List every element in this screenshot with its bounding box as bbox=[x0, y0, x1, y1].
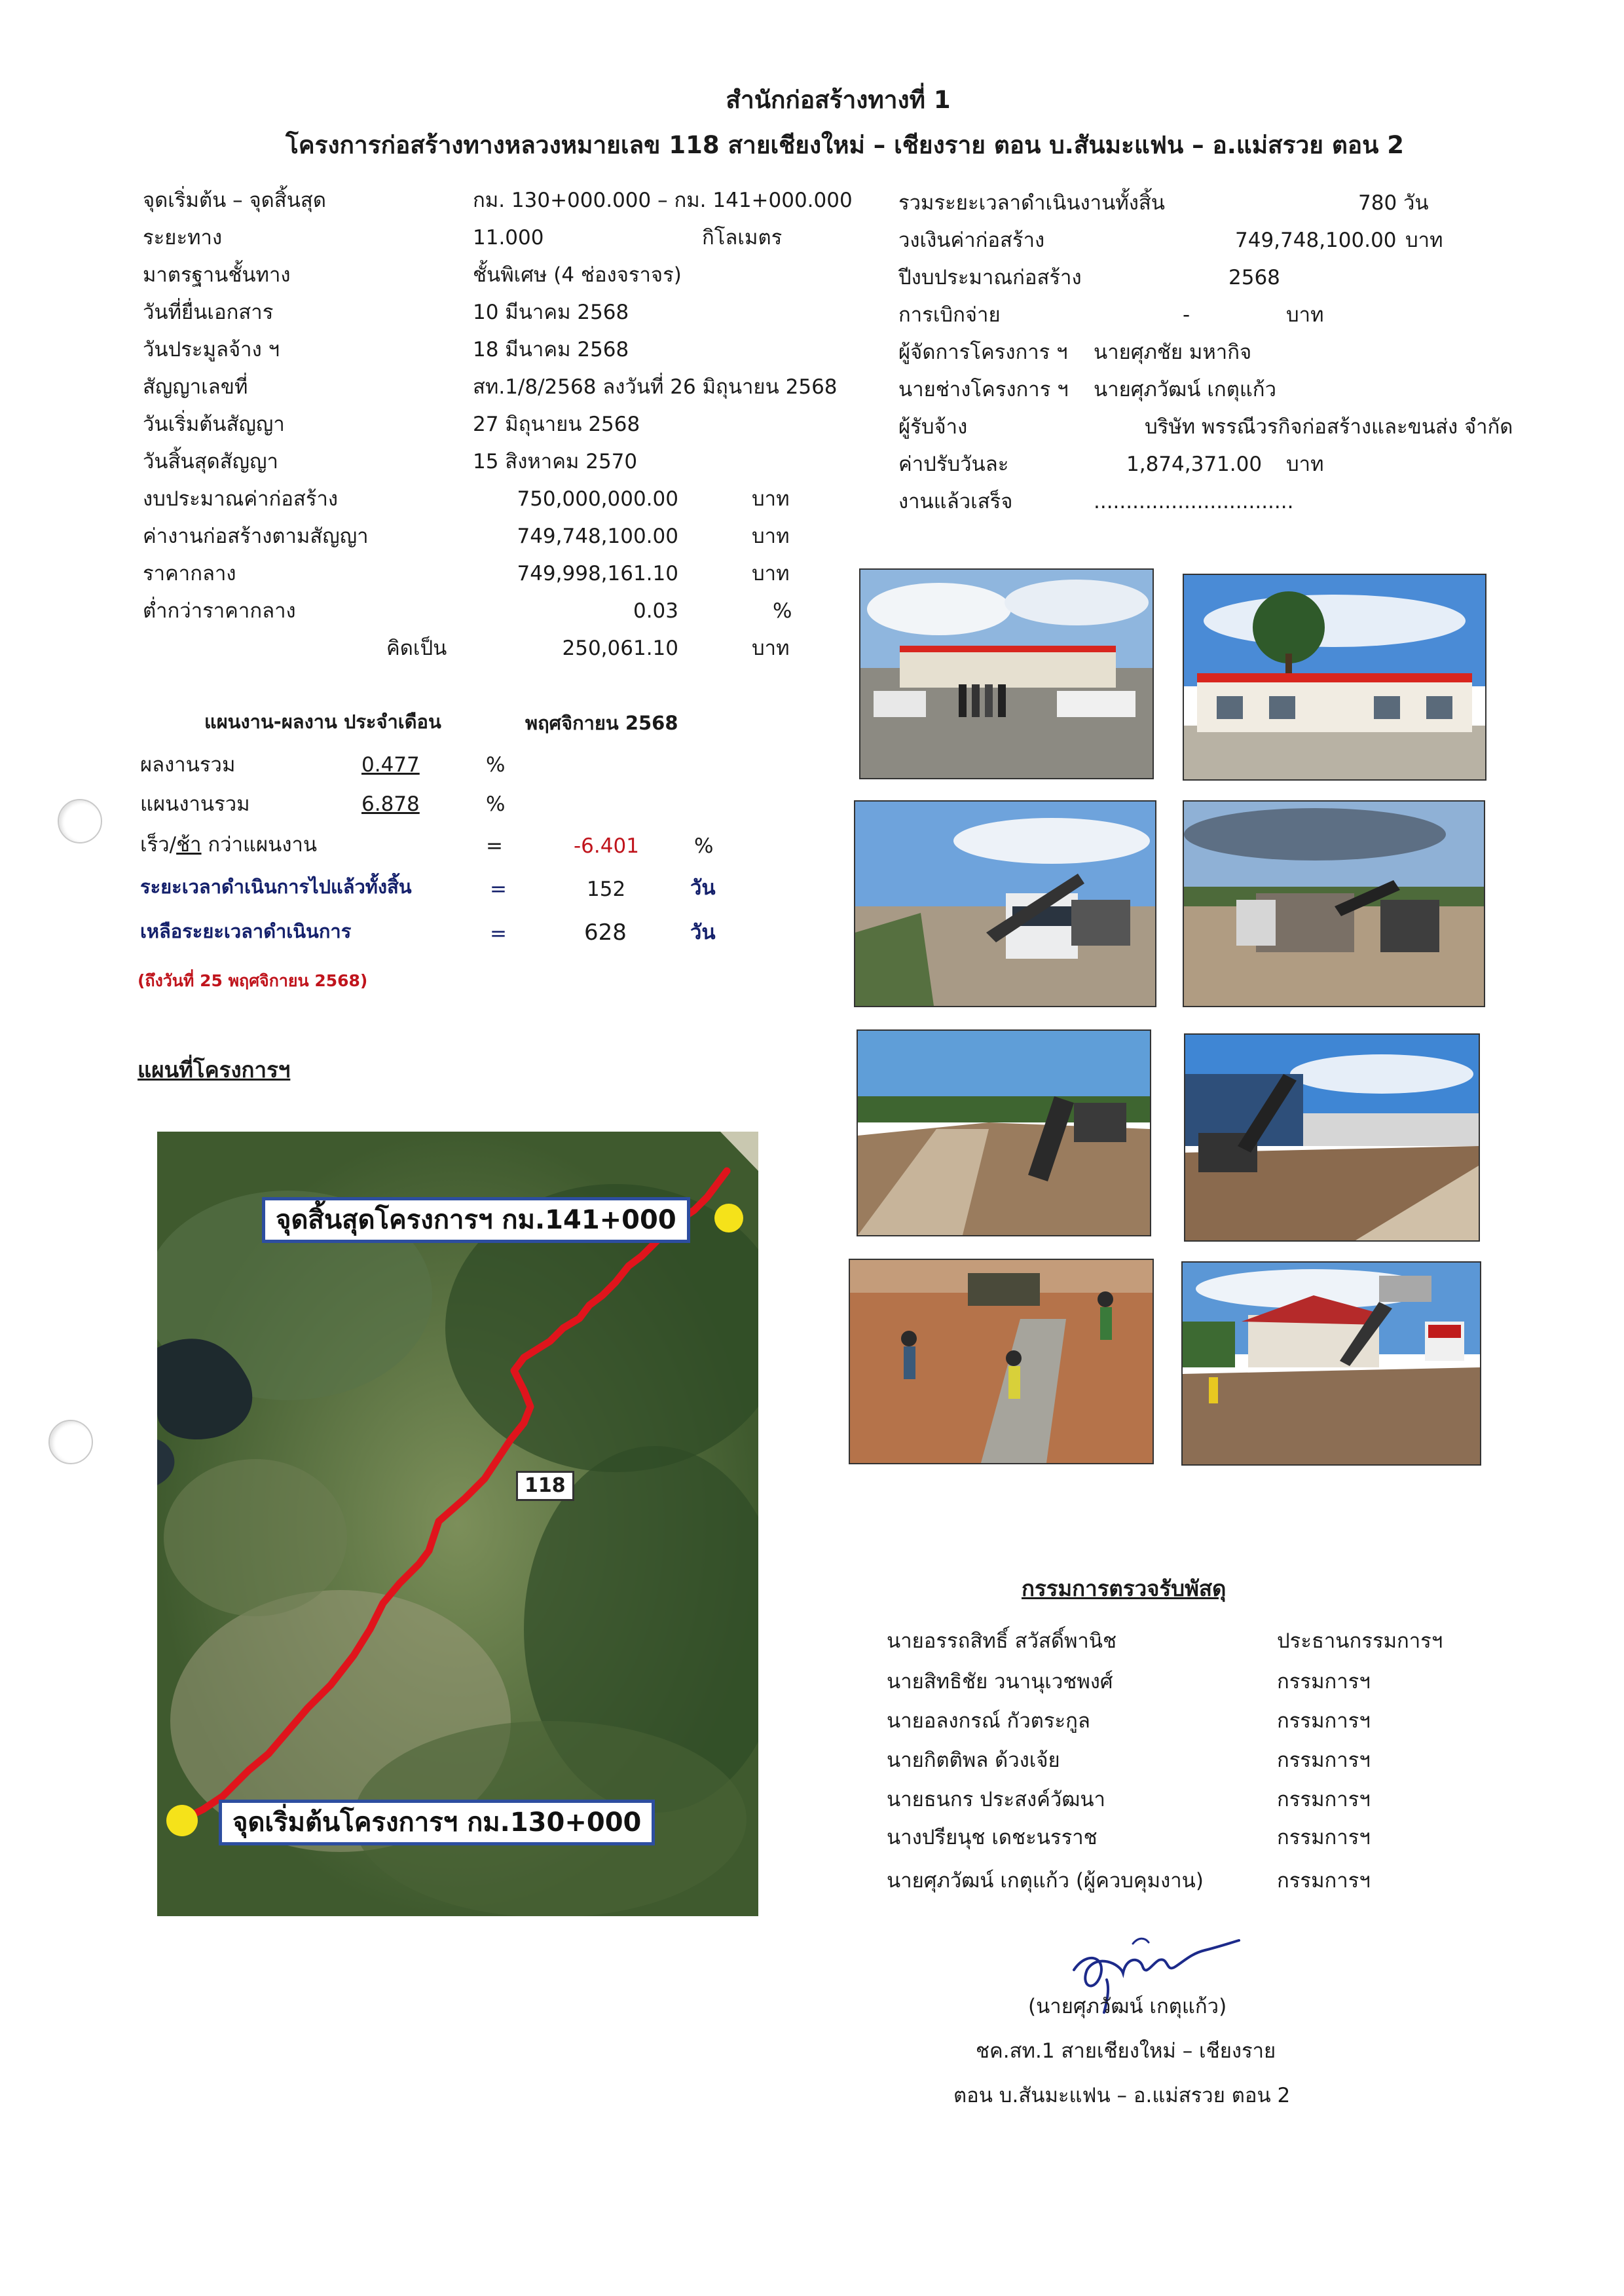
map-title: แผนที่โครงการฯ bbox=[138, 1057, 291, 1083]
as-of-date: (ถึงวันที่ 25 พฤศจิกายน 2568) bbox=[138, 971, 368, 990]
project-title: โครงการก่อสร้างทางหลวงหมายเลข 118 สายเชียงใหม่ – เชียงราย ตอน บ.สันมะแฟน – อ.แม่สรวย ตอน 2 bbox=[285, 131, 1405, 159]
detail-value: 2568 bbox=[1228, 266, 1280, 289]
financial-unit: % bbox=[773, 599, 792, 623]
financial-unit: บาท bbox=[752, 487, 790, 511]
committee-member-name: นายศุภวัฒน์ เกตุแก้ว (ผู้ควบคุมงาน) bbox=[887, 1869, 1204, 1893]
progress-title: แผนงาน-ผลงาน ประจำเดือน bbox=[204, 711, 441, 733]
detail-value: 11.000 bbox=[473, 226, 544, 250]
milling-machine-truck-photo-icon bbox=[855, 802, 1155, 1006]
committee-member-name: นายธนกร ประสงค์วัฒนา bbox=[887, 1788, 1105, 1811]
satellite-map-image bbox=[157, 1132, 758, 1916]
signature-position-line2: ตอน บ.สันมะแฟน – อ.แม่สรวย ตอน 2 bbox=[953, 2084, 1291, 2107]
committee-title: กรรมการตรวจรับพัสดุ bbox=[1022, 1576, 1227, 1601]
financial-label: งบประมาณค่าก่อสร้าง bbox=[143, 487, 339, 511]
diff-label-fast: เร็ว/ bbox=[140, 833, 177, 857]
remaining-eq: = bbox=[490, 922, 507, 946]
photo-milling-truck-2 bbox=[1183, 800, 1485, 1007]
diff-label bbox=[140, 832, 317, 858]
detail-value: กม. 130+000.000 – กม. 141+000.000 bbox=[473, 189, 853, 212]
detail-label: วันสิ้นสุดสัญญา bbox=[143, 450, 278, 473]
committee-member-role: กรรมการฯ bbox=[1277, 1788, 1371, 1811]
elapsed-label: ระยะเวลาดำเนินการไปแล้วทั้งสิ้น bbox=[140, 876, 412, 898]
committee-member-role: กรรมการฯ bbox=[1277, 1709, 1371, 1733]
detail-unit: บาท bbox=[1286, 453, 1324, 476]
actual-value: 0.477 bbox=[361, 753, 420, 777]
map-start-label: จุดเริ่มต้นโครงการฯ กม.130+000 bbox=[219, 1800, 655, 1845]
financial-unit: บาท bbox=[752, 562, 790, 585]
end-marker-icon bbox=[714, 1204, 743, 1232]
detail-label: สัญญาเลขที่ bbox=[143, 375, 248, 399]
committee-member-role: กรรมการฯ bbox=[1277, 1749, 1371, 1772]
committee-member-role: ประธานกรรมการฯ bbox=[1277, 1629, 1443, 1653]
punch-hole-icon bbox=[58, 799, 102, 843]
remaining-unit: วัน bbox=[690, 921, 716, 944]
detail-label: วันที่ยื่นเอกสาร bbox=[143, 301, 274, 324]
signature-position-line1: ชค.สท.1 สายเชียงใหม่ – เชียงราย bbox=[976, 2039, 1276, 2063]
detail-value: นายศุภชัย มหากิจ bbox=[1094, 341, 1252, 364]
photo-site-office-building bbox=[1183, 574, 1486, 781]
committee-member-name: นายอลงกรณ์ กัวตระกูล bbox=[887, 1709, 1090, 1733]
detail-label: จุดเริ่มต้น – จุดสิ้นสุด bbox=[143, 189, 326, 212]
detail-label: ระยะทาง bbox=[143, 226, 223, 250]
route-shield bbox=[516, 1471, 574, 1501]
committee-member-role: กรรมการฯ bbox=[1277, 1670, 1371, 1694]
project-map bbox=[157, 1132, 758, 1916]
committee-member-name: นายสิทธิชัย วนานุเวชพงศ์ bbox=[887, 1670, 1113, 1694]
diff-label-slow: ช้า bbox=[176, 833, 202, 857]
diff-unit: % bbox=[694, 834, 714, 858]
site-office-building-photo-icon bbox=[1184, 575, 1485, 779]
committee-member-name: นายกิตติพล ด้วงเจ้ย bbox=[887, 1749, 1060, 1772]
milling-machine-truck-photo-icon bbox=[1184, 802, 1484, 1006]
detail-value: ............................... bbox=[1094, 490, 1294, 513]
financial-label: คิดเป็น bbox=[386, 637, 447, 660]
plan-value: 6.878 bbox=[361, 792, 420, 816]
detail-value: 18 มีนาคม 2568 bbox=[473, 338, 629, 361]
detail-value: ชั้นพิเศษ (4 ช่องจราจร) bbox=[473, 263, 682, 287]
photo-excavator-building bbox=[1184, 1033, 1480, 1242]
financial-value: 250,061.10 bbox=[562, 637, 678, 660]
detail-label: งานแล้วเสร็จ bbox=[898, 490, 1013, 513]
signature-name: (นายศุภวัฒน์ เกตุแก้ว) bbox=[1028, 1995, 1227, 2018]
office-title: สำนักก่อสร้างทางที่ 1 bbox=[726, 86, 951, 114]
remaining-label: เหลือระยะเวลาดำเนินการ bbox=[140, 920, 352, 942]
detail-value: 27 มิถุนายน 2568 bbox=[473, 413, 640, 436]
detail-label: ผู้รับจ้าง bbox=[898, 415, 968, 439]
excavator-building-photo-icon bbox=[1183, 1263, 1480, 1464]
detail-label: วันประมูลจ้าง ฯ bbox=[143, 338, 280, 361]
detail-value: 10 มีนาคม 2568 bbox=[473, 301, 629, 324]
detail-unit: บาท bbox=[1286, 303, 1324, 327]
map-end-label: จุดสิ้นสุดโครงการฯ กม.141+000 bbox=[262, 1197, 690, 1243]
elapsed-value: 152 bbox=[587, 878, 626, 901]
detail-unit: บาท bbox=[1405, 229, 1443, 252]
plan-unit: % bbox=[486, 792, 506, 816]
actual-unit: % bbox=[486, 753, 506, 777]
photo-site-office-group bbox=[859, 568, 1154, 779]
financial-unit: บาท bbox=[752, 637, 790, 660]
photo-excavator-roadside bbox=[857, 1029, 1151, 1236]
financial-value: 749,998,161.10 bbox=[517, 562, 678, 585]
detail-label: วงเงินค่าก่อสร้าง bbox=[898, 229, 1045, 252]
detail-label: ปีงบประมาณก่อสร้าง bbox=[898, 266, 1082, 289]
committee-member-role: กรรมการฯ bbox=[1277, 1826, 1371, 1849]
site-office-group-photo-icon bbox=[860, 570, 1153, 778]
detail-value: 749,748,100.00 bbox=[1235, 229, 1397, 252]
financial-value: 750,000,000.00 bbox=[517, 487, 678, 511]
diff-label-rest: กว่าแผนงาน bbox=[201, 833, 318, 857]
detail-value: 15 สิงหาคม 2570 bbox=[473, 450, 638, 473]
plan-label: แผนงานรวม bbox=[140, 792, 250, 816]
detail-label: การเบิกจ่าย bbox=[898, 303, 1001, 327]
committee-member-role: กรรมการฯ bbox=[1277, 1869, 1371, 1893]
detail-value: 780 วัน bbox=[1358, 191, 1429, 215]
excavator-roadside-photo-icon bbox=[858, 1031, 1150, 1235]
excavator-roadside-photo-icon bbox=[1185, 1035, 1479, 1240]
detail-label: ผู้จัดการโครงการ ฯ bbox=[898, 341, 1068, 364]
remaining-value: 628 bbox=[584, 919, 627, 946]
financial-unit: บาท bbox=[752, 525, 790, 548]
detail-unit: กิโลเมตร bbox=[702, 226, 783, 250]
detail-value: นายศุภวัฒน์ เกตุแก้ว bbox=[1094, 378, 1276, 401]
detail-value: - bbox=[1183, 303, 1190, 327]
elapsed-eq: = bbox=[490, 878, 507, 901]
detail-value: สท.1/8/2568 ลงวันที่ 26 มิถุนายน 2568 bbox=[473, 375, 838, 399]
detail-label: วันเริ่มต้นสัญญา bbox=[143, 413, 285, 436]
photo-drainage-trench bbox=[849, 1259, 1154, 1464]
financial-label: ต่ำกว่าราคากลาง bbox=[143, 599, 296, 623]
photo-milling-truck-1 bbox=[854, 800, 1156, 1007]
committee-member-name: นายอรรถสิทธิ์ สวัสดิ์พานิช bbox=[887, 1629, 1117, 1653]
start-marker-icon bbox=[166, 1805, 198, 1836]
detail-label: มาตรฐานชั้นทาง bbox=[143, 263, 291, 287]
detail-value: บริษัท พรรณีวรกิจก่อสร้างและขนส่ง จำกัด bbox=[1145, 415, 1513, 439]
financial-label: ราคากลาง bbox=[143, 562, 236, 585]
financial-value: 749,748,100.00 bbox=[517, 525, 678, 548]
progress-month: พฤศจิกายน 2568 bbox=[525, 712, 678, 734]
detail-value: 1,874,371.00 bbox=[1126, 453, 1263, 476]
drainage-trench-workers-photo-icon bbox=[850, 1260, 1153, 1463]
photo-excavator-shophouse bbox=[1181, 1261, 1481, 1466]
punch-hole-icon bbox=[48, 1420, 93, 1464]
diff-eq: = bbox=[486, 834, 503, 858]
committee-member-name: นางปรียนุช เดชะนรราช bbox=[887, 1826, 1098, 1849]
detail-label: ค่าปรับวันละ bbox=[898, 453, 1009, 476]
elapsed-unit: วัน bbox=[690, 876, 716, 900]
financial-value: 0.03 bbox=[633, 599, 678, 623]
diff-value: -6.401 bbox=[574, 834, 639, 858]
financial-label: ค่างานก่อสร้างตามสัญญา bbox=[143, 525, 369, 548]
detail-label: รวมระยะเวลาดำเนินงานทั้งสิ้น bbox=[898, 191, 1165, 215]
actual-label: ผลงานรวม bbox=[140, 753, 236, 777]
detail-label: นายช่างโครงการ ฯ bbox=[898, 378, 1069, 401]
route-number: 118 bbox=[525, 1474, 566, 1497]
